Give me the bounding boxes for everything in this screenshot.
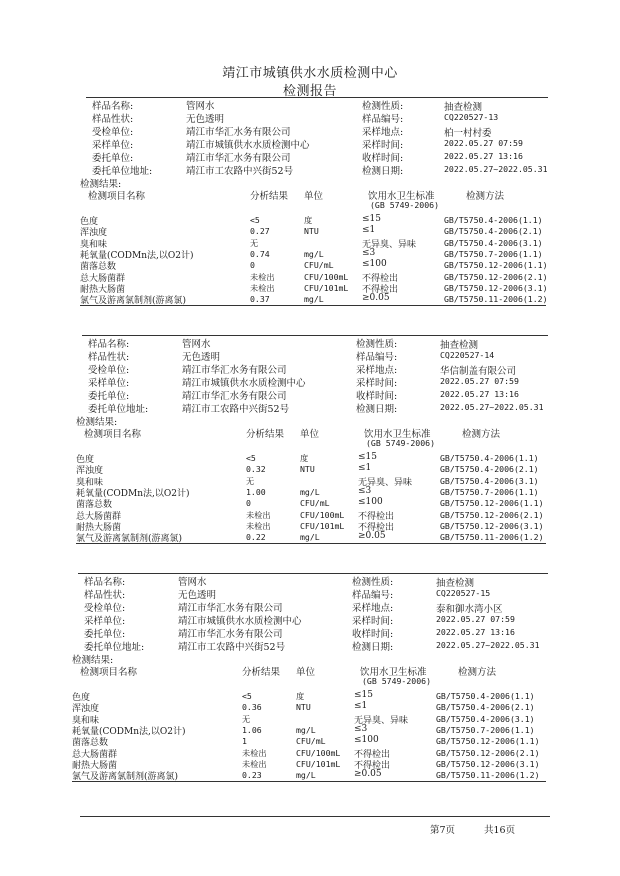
col-result: 分析结果	[242, 667, 281, 678]
field-receive-time: 2022.05.27 13:16	[440, 389, 519, 399]
cell-unit: CFU/mL	[300, 498, 330, 508]
field-test-nature: 抽查检测	[444, 102, 483, 113]
cell-unit: CFU/101mL	[296, 759, 341, 769]
field-sample-name: 管网水	[178, 577, 207, 588]
col-result: 分析结果	[250, 191, 289, 202]
field-sample-state: 无色透明	[178, 590, 217, 601]
field-label: 采样单位:	[84, 616, 126, 627]
cell-item: 耐热大肠菌	[72, 761, 118, 771]
cell-item: 菌落总数	[80, 262, 117, 272]
col-method: 检测方法	[458, 667, 497, 678]
cell-standard: 不得检出	[362, 285, 399, 295]
cell-result: 0.36	[242, 702, 262, 712]
cell-result: 无	[246, 476, 255, 486]
cell-item: 菌落总数	[72, 738, 109, 748]
field-label: 采样单位:	[88, 378, 130, 389]
field-label: 采样地点:	[352, 603, 394, 614]
cell-item: 臭和味	[76, 478, 104, 488]
field-label: 采样时间:	[356, 378, 398, 389]
col-result: 分析结果	[246, 429, 285, 440]
cell-result: 0.22	[246, 532, 266, 542]
field-label: 采样时间:	[352, 616, 394, 627]
cell-result: 0.27	[250, 226, 270, 236]
cell-method: GB/T5750.4-2006(1.1)	[440, 453, 539, 463]
col-standard: 饮用水卫生标准	[360, 667, 427, 678]
field-test-date: 2022.05.27~2022.05.31	[444, 164, 548, 174]
field-client: 靖江市华汇水务有限公司	[186, 127, 291, 138]
cell-standard: 无异臭、异味	[354, 716, 409, 726]
col-standard: 饮用水卫生标准	[364, 429, 431, 440]
cell-item: 耐热大肠菌	[80, 285, 126, 295]
field-sampling-time: 2022.05.27 07:59	[440, 376, 519, 386]
cell-method: GB/T5750.4-2006(3.1)	[436, 714, 535, 724]
field-sampling-time: 2022.05.27 07:59	[444, 138, 523, 148]
cell-item: 浑浊度	[80, 228, 108, 238]
section-rule	[78, 573, 548, 574]
cell-item: 臭和味	[80, 240, 108, 250]
col-method: 检测方法	[462, 429, 501, 440]
cell-method: GB/T5750.12-2006(2.1)	[436, 748, 540, 758]
result-title: 检测结果:	[76, 417, 118, 428]
cell-unit: mg/L	[300, 532, 320, 542]
field-label: 样品名称:	[88, 339, 130, 350]
cell-unit: mg/L	[296, 770, 316, 780]
result-title: 检测结果:	[72, 655, 114, 666]
result-title: 检测结果:	[80, 179, 122, 190]
col-unit: 单位	[300, 429, 320, 440]
field-label: 采样地点:	[356, 365, 398, 376]
col-item: 检测项目名称	[84, 429, 142, 440]
cell-standard: ≤3	[362, 248, 376, 258]
cell-method: GB/T5750.12-2006(1.1)	[440, 498, 544, 508]
cell-method: GB/T5750.12-2006(3.1)	[444, 283, 548, 293]
cell-method: GB/T5750.7-2006(1.1)	[440, 487, 539, 497]
field-entrust-unit: 靖江市华汇水务有限公司	[186, 153, 291, 164]
cell-standard: 不得检出	[358, 512, 395, 522]
field-label: 样品名称:	[84, 577, 126, 588]
cell-item: 耗氧量(CODMn法,以O2计)	[80, 251, 194, 261]
cell-item: 氯气及游离氯制剂(游离氯)	[80, 296, 187, 306]
field-client: 靖江市华汇水务有限公司	[182, 365, 287, 376]
table-bottom-rule	[72, 781, 546, 782]
field-test-date: 2022.05.27~2022.05.31	[436, 640, 540, 650]
cell-item: 浑浊度	[72, 704, 100, 714]
page-number: 第7页	[430, 825, 456, 836]
cell-item: 色度	[76, 455, 95, 465]
cell-unit: CFU/101mL	[304, 283, 349, 293]
cell-unit: CFU/100mL	[300, 510, 345, 520]
cell-result: 未检出	[250, 272, 275, 282]
cell-method: GB/T5750.11-2006(1.2)	[440, 532, 544, 542]
cell-standard: ≤100	[354, 735, 379, 745]
field-label: 收样时间:	[356, 391, 398, 402]
cell-unit: mg/L	[296, 725, 316, 735]
cell-standard: 不得检出	[354, 750, 391, 760]
cell-method: GB/T5750.12-2006(2.1)	[440, 510, 544, 520]
cell-item: 总大肠菌群	[72, 750, 118, 760]
cell-result: 未检出	[242, 759, 267, 769]
cell-standard: ≤15	[354, 690, 373, 700]
cell-unit: NTU	[300, 464, 315, 474]
cell-result: 1	[242, 736, 247, 746]
cell-unit: CFU/100mL	[296, 748, 341, 758]
cell-method: GB/T5750.4-2006(2.1)	[444, 226, 543, 236]
field-sampling-unit: 靖江市城镇供水水质检测中心	[186, 140, 310, 151]
cell-unit: mg/L	[304, 294, 324, 304]
field-sampling-time: 2022.05.27 07:59	[436, 614, 515, 624]
cell-unit: mg/L	[304, 249, 324, 259]
cell-method: GB/T5750.11-2006(1.2)	[436, 770, 540, 780]
cell-item: 耗氧量(CODMn法,以O2计)	[76, 489, 190, 499]
cell-item: 菌落总数	[76, 500, 113, 510]
field-label: 检测性质:	[352, 577, 394, 588]
footer-rule	[80, 816, 550, 817]
page-total: 共16页	[484, 825, 516, 836]
field-entrust-address: 靖江市工农路中兴街52号	[182, 404, 290, 415]
field-label: 采样单位:	[92, 140, 134, 151]
cell-unit: NTU	[296, 702, 311, 712]
field-label: 检测性质:	[362, 101, 404, 112]
field-label: 委托单位:	[84, 629, 126, 640]
cell-item: 耗氧量(CODMn法,以O2计)	[72, 727, 186, 737]
cell-unit: mg/L	[300, 487, 320, 497]
center-name: 靖江市城镇供水水质检测中心	[222, 66, 398, 81]
field-sampling-site: 华信制盖有限公司	[440, 366, 517, 377]
field-label: 受检单位:	[92, 127, 134, 138]
field-sample-no: CQ220527-13	[444, 112, 499, 122]
field-label: 采样地点:	[362, 127, 404, 138]
cell-method: GB/T5750.4-2006(2.1)	[436, 702, 535, 712]
cell-standard: ≤100	[358, 497, 383, 507]
cell-result: 未检出	[250, 283, 275, 293]
field-sampling-unit: 靖江市城镇供水水质检测中心	[178, 616, 302, 627]
field-receive-time: 2022.05.27 13:16	[436, 627, 515, 637]
cell-unit: 度	[304, 215, 313, 225]
col-standard-code: (GB 5749-2006)	[366, 438, 436, 448]
field-label: 收样时间:	[362, 153, 404, 164]
cell-standard: ≤3	[358, 486, 372, 496]
field-client: 靖江市华汇水务有限公司	[178, 603, 283, 614]
cell-standard: 不得检出	[362, 274, 399, 284]
cell-method: GB/T5750.11-2006(1.2)	[444, 294, 548, 304]
field-entrust-unit: 靖江市华汇水务有限公司	[178, 629, 283, 640]
field-label: 检测日期:	[352, 642, 394, 653]
field-sample-name: 管网水	[182, 339, 211, 350]
field-sampling-site: 泰和御水湾小区	[436, 604, 503, 615]
field-entrust-address: 靖江市工农路中兴街52号	[178, 642, 286, 653]
col-item: 检测项目名称	[88, 191, 146, 202]
field-sampling-unit: 靖江市城镇供水水质检测中心	[182, 378, 306, 389]
cell-method: GB/T5750.7-2006(1.1)	[436, 725, 535, 735]
cell-result: <5	[246, 453, 256, 463]
col-unit: 单位	[304, 191, 324, 202]
field-label: 检测日期:	[356, 404, 398, 415]
cell-standard: 不得检出	[358, 523, 395, 533]
col-standard-code: (GB 5749-2006)	[370, 200, 440, 210]
cell-unit: CFU/mL	[304, 260, 334, 270]
cell-method: GB/T5750.4-2006(2.1)	[440, 464, 539, 474]
cell-standard: ≥0.05	[362, 293, 390, 303]
section-rule	[82, 335, 548, 336]
cell-standard: ≤3	[354, 724, 368, 734]
cell-unit: CFU/101mL	[300, 521, 345, 531]
cell-standard: ≤1	[358, 463, 372, 473]
field-sampling-site: 柏一村村委	[444, 128, 492, 139]
cell-method: GB/T5750.12-2006(2.1)	[444, 272, 548, 282]
cell-method: GB/T5750.4-2006(1.1)	[444, 215, 543, 225]
cell-result: <5	[242, 691, 252, 701]
field-label: 样品名称:	[92, 101, 134, 112]
cell-result: 0.74	[250, 249, 270, 259]
cell-unit: 度	[300, 453, 309, 463]
field-test-nature: 抽查检测	[436, 578, 475, 589]
cell-standard: ≤1	[354, 701, 368, 711]
cell-unit: NTU	[304, 226, 319, 236]
cell-method: GB/T5750.4-2006(3.1)	[440, 476, 539, 486]
field-test-date: 2022.05.27~2022.05.31	[440, 402, 544, 412]
field-entrust-address: 靖江市工农路中兴街52号	[186, 166, 294, 177]
field-label: 受检单位:	[84, 603, 126, 614]
field-sample-state: 无色透明	[182, 352, 221, 363]
cell-unit: 度	[296, 691, 305, 701]
col-standard: 饮用水卫生标准	[368, 191, 435, 202]
field-sample-name: 管网水	[186, 101, 215, 112]
col-method: 检测方法	[466, 191, 505, 202]
cell-result: 无	[242, 714, 251, 724]
field-label: 样品编号:	[362, 114, 404, 125]
field-label: 样品编号:	[352, 590, 394, 601]
cell-result: 1.06	[242, 725, 262, 735]
cell-result: 未检出	[246, 521, 271, 531]
cell-standard: ≤1	[362, 225, 376, 235]
field-label: 委托单位地址:	[88, 404, 149, 415]
cell-item: 浑浊度	[76, 466, 104, 476]
cell-result: 未检出	[242, 748, 267, 758]
cell-item: 色度	[80, 217, 99, 227]
cell-result: 无	[250, 238, 259, 248]
section-rule	[86, 97, 548, 98]
cell-item: 总大肠菌群	[80, 274, 126, 284]
field-sample-no: CQ220527-15	[436, 588, 491, 598]
field-label: 委托单位地址:	[84, 642, 145, 653]
col-unit: 单位	[296, 667, 316, 678]
cell-unit: CFU/100mL	[304, 272, 349, 282]
cell-method: GB/T5750.4-2006(3.1)	[444, 238, 543, 248]
field-test-nature: 抽查检测	[440, 340, 479, 351]
cell-item: 臭和味	[72, 716, 100, 726]
field-receive-time: 2022.05.27 13:16	[444, 151, 523, 161]
cell-method: GB/T5750.12-2006(1.1)	[444, 260, 548, 270]
cell-standard: 无异臭、异味	[362, 240, 417, 250]
cell-result: 1.00	[246, 487, 266, 497]
cell-result: <5	[250, 215, 260, 225]
cell-standard: ≥0.05	[358, 531, 386, 541]
field-label: 委托单位:	[92, 153, 134, 164]
cell-unit: CFU/mL	[296, 736, 326, 746]
field-label: 检测性质:	[356, 339, 398, 350]
table-bottom-rule	[80, 305, 546, 306]
cell-standard: ≤100	[362, 259, 387, 269]
cell-standard: ≤15	[362, 214, 381, 224]
report-title: 检测报告	[282, 84, 337, 99]
field-sample-no: CQ220527-14	[440, 350, 495, 360]
field-label: 样品性状:	[88, 352, 130, 363]
cell-method: GB/T5750.12-2006(3.1)	[436, 759, 540, 769]
cell-method: GB/T5750.12-2006(3.1)	[440, 521, 544, 531]
field-sample-state: 无色透明	[186, 114, 225, 125]
cell-item: 氯气及游离氯制剂(游离氯)	[72, 772, 179, 782]
field-label: 采样时间:	[362, 140, 404, 151]
cell-result: 未检出	[246, 510, 271, 520]
cell-method: GB/T5750.4-2006(1.1)	[436, 691, 535, 701]
cell-standard: 无异臭、异味	[358, 478, 413, 488]
cell-result: 0.37	[250, 294, 270, 304]
cell-result: 0	[246, 498, 251, 508]
field-entrust-unit: 靖江市华汇水务有限公司	[182, 391, 287, 402]
cell-result: 0	[250, 260, 255, 270]
cell-result: 0.32	[246, 464, 266, 474]
cell-standard: 不得检出	[354, 761, 391, 771]
cell-item: 色度	[72, 693, 91, 703]
cell-method: GB/T5750.12-2006(1.1)	[436, 736, 540, 746]
cell-item: 总大肠菌群	[76, 512, 122, 522]
cell-item: 耐热大肠菌	[76, 523, 122, 533]
field-label: 委托单位地址:	[92, 166, 153, 177]
field-label: 检测日期:	[362, 166, 404, 177]
field-label: 委托单位:	[88, 391, 130, 402]
table-bottom-rule	[76, 543, 546, 544]
field-label: 收样时间:	[352, 629, 394, 640]
cell-result: 0.23	[242, 770, 262, 780]
col-standard-code: (GB 5749-2006)	[362, 676, 432, 686]
field-label: 受检单位:	[88, 365, 130, 376]
field-label: 样品性状:	[84, 590, 126, 601]
field-label: 样品性状:	[92, 114, 134, 125]
cell-method: GB/T5750.7-2006(1.1)	[444, 249, 543, 259]
cell-item: 氯气及游离氯制剂(游离氯)	[76, 534, 183, 544]
cell-standard: ≤15	[358, 452, 377, 462]
col-item: 检测项目名称	[80, 667, 138, 678]
field-label: 样品编号:	[356, 352, 398, 363]
cell-standard: ≥0.05	[354, 769, 382, 779]
